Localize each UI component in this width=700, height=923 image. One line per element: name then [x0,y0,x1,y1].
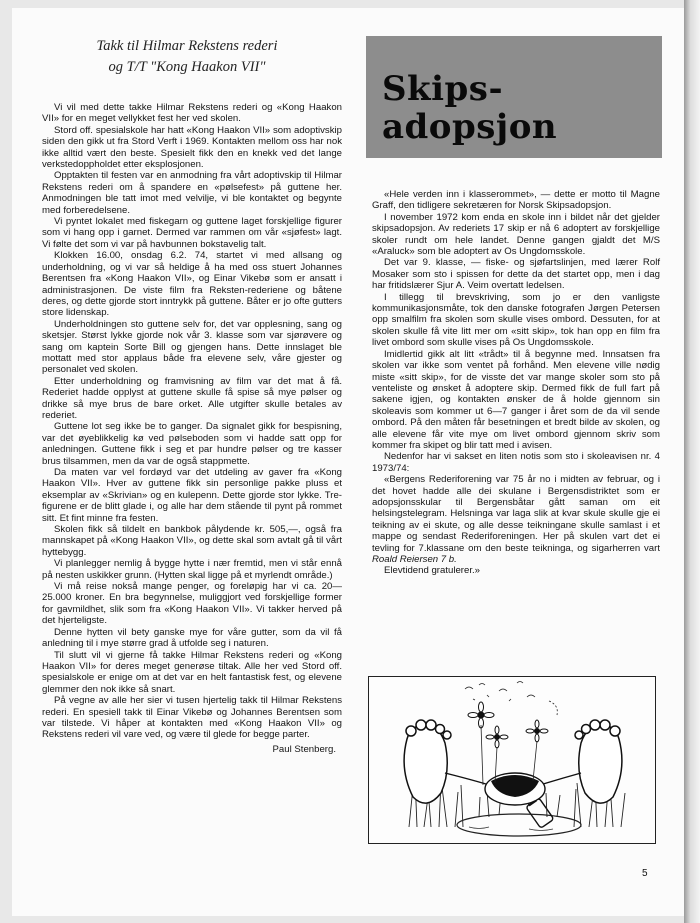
headline-line-1: Skips- [382,69,504,109]
article-title-left [32,36,342,78]
paragraph: Opptakten til festen var en anmodning fra vårt adoptivskip til Hilmar Rekstens rederi om å spandere en «pølsefest» på guttene her. Anmodningen ble tatt imot med velvilje, vi ble kontaktet og begynte med forberedelsene. [42,170,342,216]
paragraph: Stord off. spesialskole har hatt «Kong Haakon VII» som adoptivskip siden den gikk ut fra Stord Verft i 1969. Kontakten mellom oss har nok ikke alltid vært den beste. Spesielt fikk den en knekk ved det lange verkstedoppholdet etter eksplosjonen. [42,124,342,171]
paragraph: Etter underholdning og framvisning av film var det mat å få. Rederiet hadde opplyst at guttene skulle få spise så mye pølser og drikke så mye brus de bare orket. Alle utgifter skulle betales av rederiet. [42,375,342,421]
title-line-2: og T/T "Kong Haakon VII" [108,59,266,75]
paragraph: I tillegg til brevskriving, som jo er den vanligste kommunikasjonsmåte, tok den danske fotografen Jørgen Petersen opp smalfilm fra skolen som skulle vises ombord. Dessuten, for at skolen skulle få vite litt mer om «sitt skip», tok han opp en film fra livet ombord som skulle vises på Os Ungdomsskole. [372,291,660,349]
paragraph: Guttene lot seg ikke be to ganger. Da signalet gikk for bespisning, var det øyeblikkelig kø ved pølseboden som vi hadde satt opp for anledningen. Guttene fikk i seg et par hundre pølser og tre kasser brus tilsammen, men da var de også stappmette. [42,421,342,467]
headline-banner [366,36,662,158]
headline-line-2: adopsjon [382,107,558,147]
paragraph: Vi pyntet lokalet med fiskegarn og guttene laget forskjellige figurer som vi hang opp i garnet. Dermed var rammen om vår «sjøfest» lagt. Vi følte det som vi var på havbunnen bokstavelig talt. [42,216,342,250]
left-article-body [42,102,342,755]
winner-name: Roald Reiersen 7 b. [372,554,457,565]
paragraph: I november 1972 kom enda en skole inn i bildet når det gjelder skipsadopsjon. Av rederiets 17 skip er nå 6 adoptert av forskjellige skoler rundt om hele landet. Denne gangen gjaldt det M/S «Araluck» som ble adoptert av Os Ungdomsskole. [372,211,660,258]
paragraph: Underholdningen sto guttene selv for, det var opplesning, sang og sketsjer. Størst lykke gjorde nok vår 3. klasse som var sjørøvere og sang om kaptein Sorte Bill og gjengen hans. Dette innslaget ble mottatt med stor applaus både fra elevene selv, våre gjester og personalet ved skolen. [42,318,342,376]
paragraph: Denne hytten vil bety ganske mye for våre gutter, som da vil få anledning til i mye større grad å utfolde seg i naturen. [42,626,342,650]
title-line-1: Takk til Hilmar Rekstens rederi [96,38,278,54]
quoted-notice: «Bergens Rederiforening var 75 år no i midten av februar, og i det hovet hadde alle dei skulane i Bergensdistriktet som er adopsjonsskular til Bergensbåtar gått saman om eit helsingstelegram. Helsninga var laga slik at kvar skule skulle gje ei teikning av ei skute, og alle desse teikningane skulle samlast i et mappe og sendast Rederiforeningen. Her på skulen vart det ei tevling for 7.klassane om den beste teikninga, og sigarherren vart [372,474,660,554]
paragraph: Vi må reise nokså mange penger, og foreløpig har vi ca. 20—25.000 kroner. En bra begynnelse, muliggjort ved forskjellige former for gavmildhet, slik som fra «Kong Haakon VII». Vi takker herved på det hjerteligste. [42,581,342,627]
paragraph: Imidlertid gikk alt litt «trådt» til å begynne med. Innsatsen fra skolen var ikke som ventet på forhånd. Men elevene ville nødig miste «sitt skip», for de visste det var mange skoler som sto på venteliste og ønsket å adoptere skip. Dermed fikk de full fart på sakene igjen, og kontakten ønsker de å holde gjennom sin skoleavis som kommer ut 6—7 ganger i året som de da vil sende ombord. På den måten får besetningen et bredt bilde av skolen, og alle elevene får vite mye om livet ombord gjennom skriv som kommer fra skipet og blir tatt med i avisen. [372,348,660,451]
paragraph: Vi planlegger nemlig å bygge hytte i nær fremtid, men vi står ennå på nesten uskikker grunn. (Hytten skal ligge på et myrlendt område.) [42,558,342,581]
paragraph: Klokken 16.00, onsdag 6.2. 74, startet vi med allsang og underholdning, og vi var så heldige å ha med oss stuert Johannes Berentsen fra «Kong Haakon VII», og Einar Vikebø som er ansatt i administrasjonen. De viste film fra Reksten-rederiene og båtene deres, og dette gjorde stort inntrykk på guttene. Båter er jo ofte gutters store lidenskap. [42,250,342,319]
paragraph: Skolen fikk så tildelt en bankbok pålydende kr. 505,—, også fra mannskapet på «Kong Haakon VII», og dette skal som avtalt gå til vårt hyttebygg. [42,524,342,558]
paragraph: Vi vil med dette takke Hilmar Rekstens rederi og «Kong Haakon VII» for en meget vellykket fest her ved skolen. [42,102,342,125]
page-edge-shadow [684,0,700,923]
paragraph: Elevtidend gratulerer.» [384,565,480,577]
headline [382,70,557,146]
paragraph: Nedenfor har vi sakset en liten notis som sto i skoleavisen nr. 4 1973/74: [372,451,660,474]
cartoon-illustration [368,676,656,844]
paragraph: På vegne av alle her sier vi tusen hjertelig takk til Hilmar Rekstens rederi. En spesiell takk til Einar Vikebø og Johannes Berentsen som var tilstede. Vi håper at kontakten med «Kong Haakon VII» og Rekstens rederi vil vare ved, og være til glede for begge parter. [42,695,342,741]
page-number: 5 [642,868,648,879]
paragraph: Da maten var vel fordøyd var det utdeling av gaver fra «Kong Haakon VII». Hver av guttene fikk sin personlige pakke pluss et eksemplar av «Skrivian» og en kulepenn. Dette gjorde stor lykke. Tre-figurene er de blitt glade i, og alle har dem stående til pynt på rommet sitt. Et fint minne fra festen. [42,467,342,524]
paragraph: «Hele verden inn i klasserommet», — dette er motto til Magne Graff, den tidligere sekretæren for Norsk Skipsadopsjon. [372,189,660,212]
author-signature: Paul Stenberg. [272,743,336,755]
right-article-body [372,189,660,577]
paragraph: Det var 9. klasse, — fiske- og sjøfartslinjen, med lærer Rolf Mosaker som sto i spissen for dette da det startet opp, men i dag har fritidslærer Sjur A. Veim overtatt ledelsen. [372,257,660,292]
magazine-page [12,8,684,916]
paragraph: Til slutt vil vi gjerne få takke Hilmar Rekstens rederi og «Kong Haakon VII» for deres meget generøse tiltak. Alle her ved Stord off. spesialskole er enige om at det var en helt fantastisk fest, og elevene glemmer den nok ikke så snart. [42,649,342,695]
paragraph [372,474,660,565]
cartoon-drawing [369,677,656,844]
